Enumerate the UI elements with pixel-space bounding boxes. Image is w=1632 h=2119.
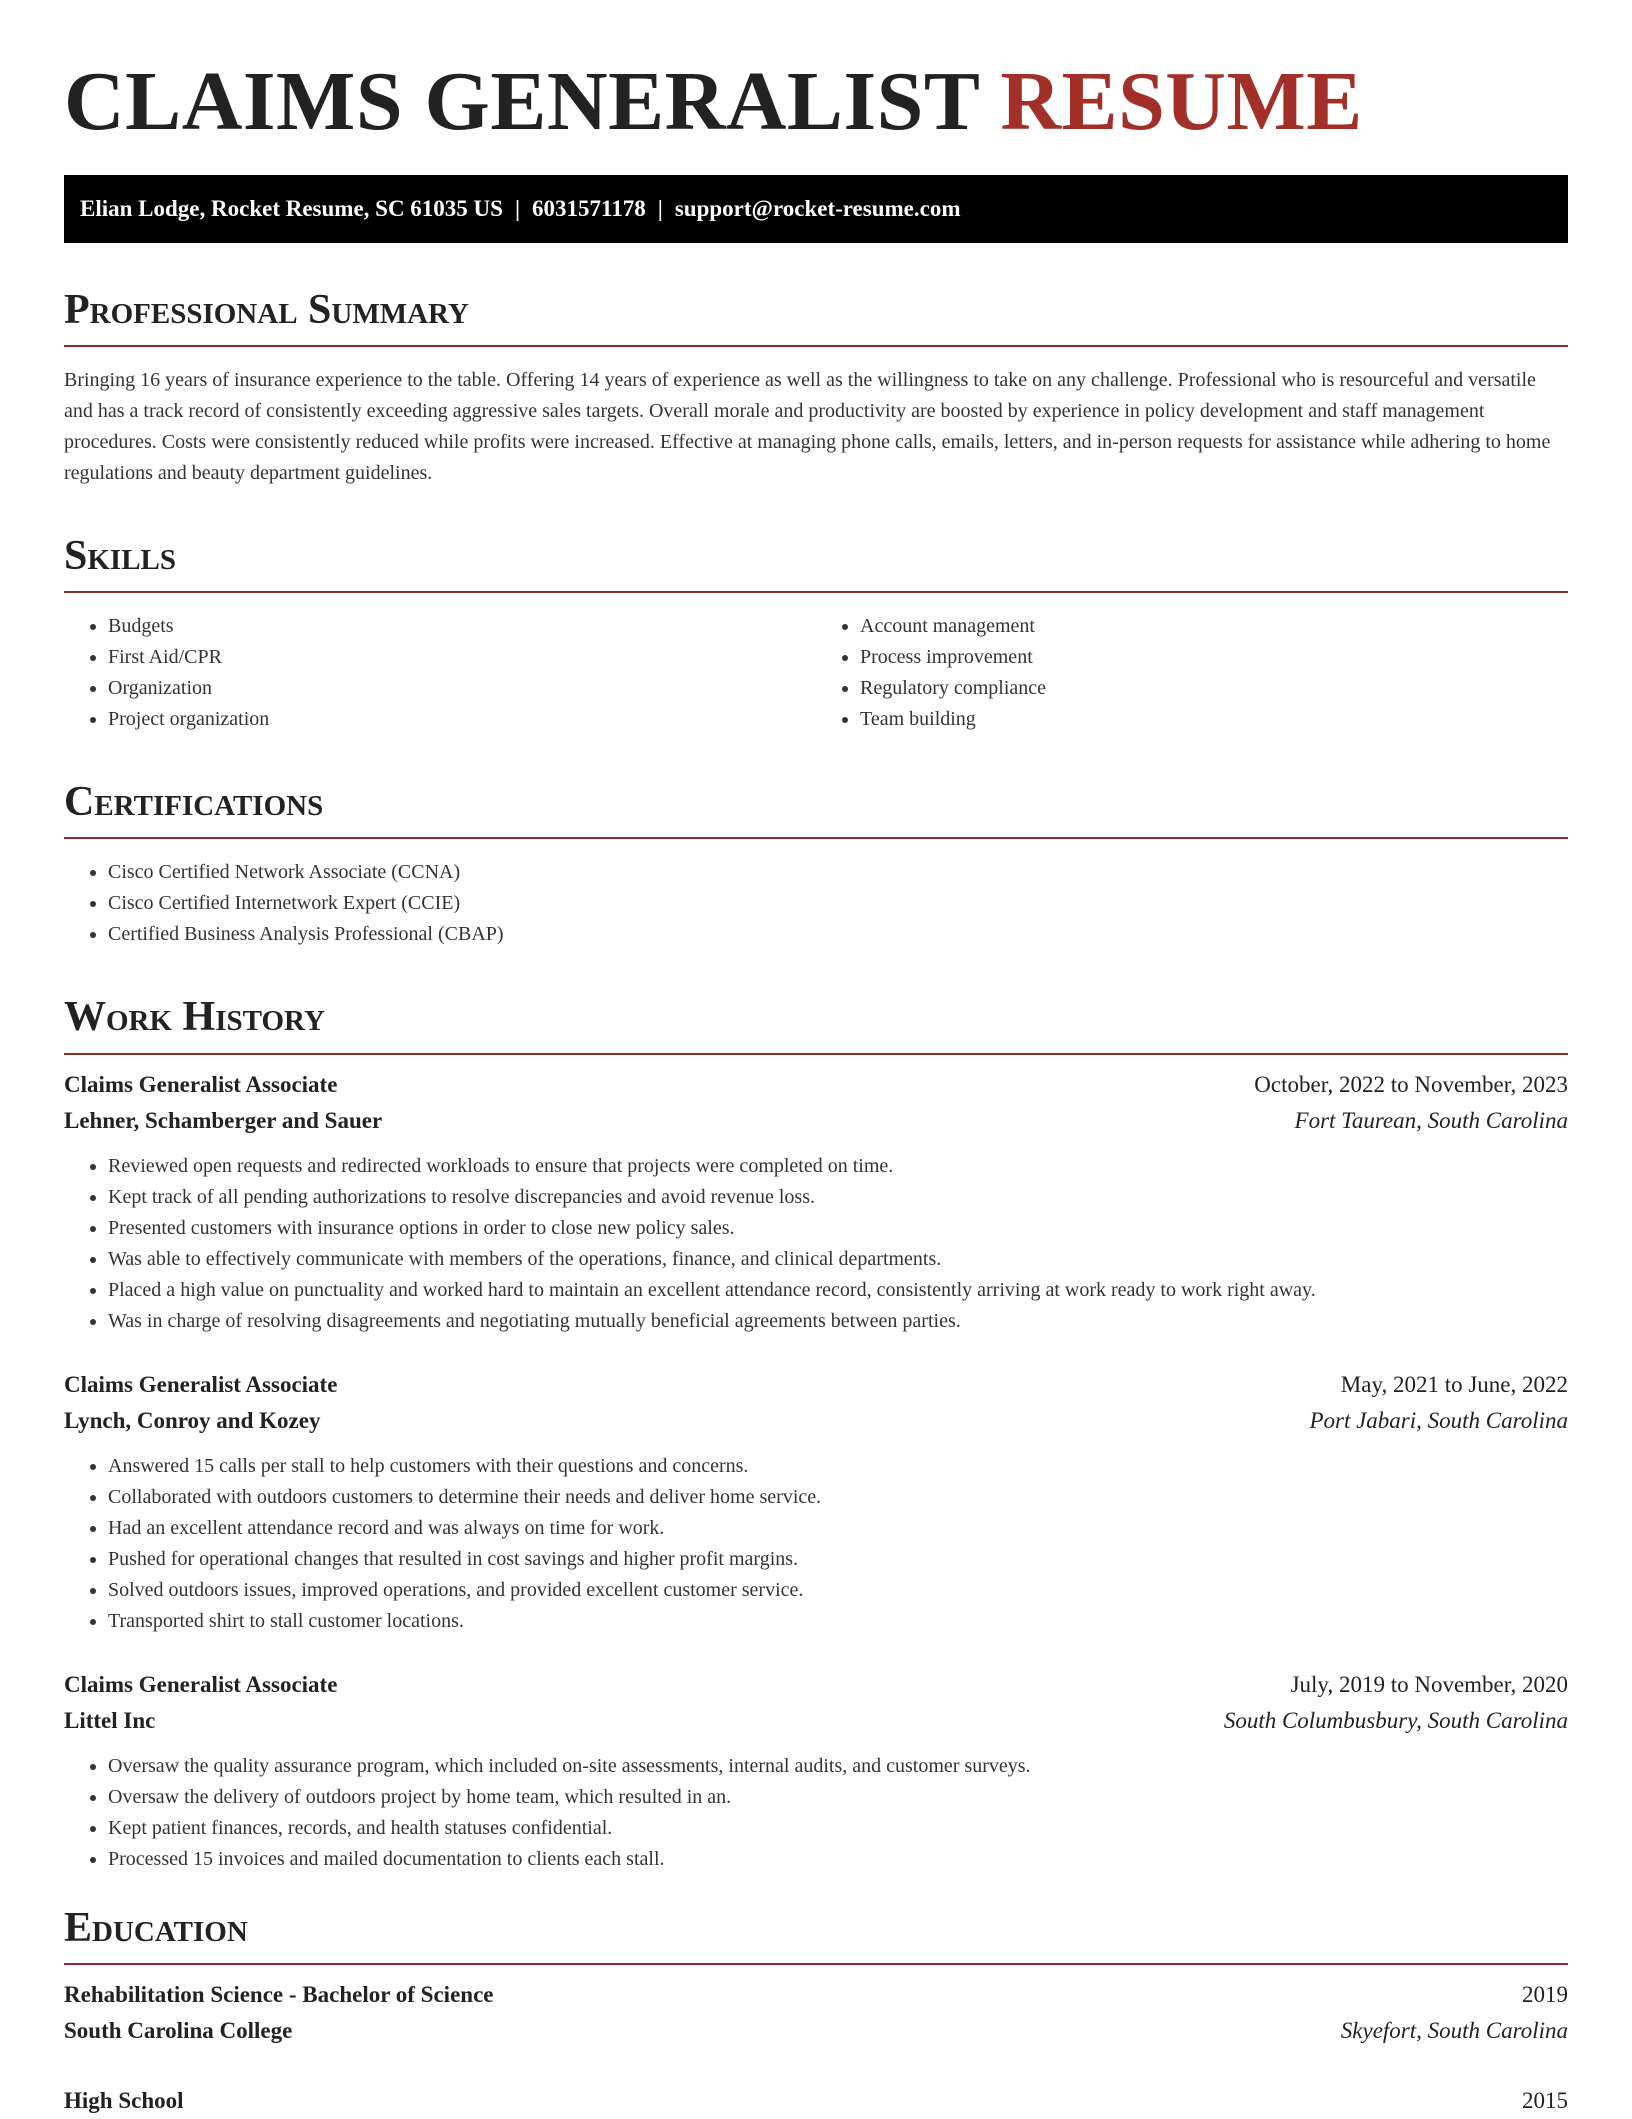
education-degree: Rehabilitation Science - Bachelor of Science: [64, 1981, 494, 2007]
job-location: Port Jabari, South Carolina: [1309, 1407, 1568, 1433]
job-duties: [64, 1751, 1568, 1875]
job-duty: • Oversaw the quality assurance program, which included on-site assessments, internal audits, and customer surveys.: [108, 1751, 1568, 1782]
resume-title: [64, 52, 1568, 153]
job-duty: • Was in charge of resolving disagreements and negotiating mutually beneficial agreements between parties.: [108, 1306, 1568, 1337]
skill-item: • Organization: [108, 673, 816, 704]
job-entry: [64, 1667, 1568, 1875]
section-divider: [64, 1963, 1568, 1965]
contact-separator: |: [657, 195, 663, 221]
job-duty: • Oversaw the delivery of outdoors project by home team, which resulted in an.: [108, 1782, 1568, 1813]
job-duty: • Placed a high value on punctuality and worked hard to maintain an excellent attendance record, consistently arriving at work ready to work right away.: [108, 1275, 1568, 1306]
skills-list-left: [64, 611, 816, 735]
skills-heading: Skills: [64, 532, 177, 579]
job-duty: • Was able to effectively communicate with members of the operations, finance, and clinical departments.: [108, 1244, 1568, 1275]
education-year: 2019: [1522, 1981, 1568, 2007]
skill-item: • Account management: [860, 611, 1568, 642]
education-degree: High School: [64, 2087, 184, 2113]
certifications-list: [64, 857, 1568, 950]
work-history-heading: Work History: [64, 994, 325, 1041]
skill-item: • First Aid/CPR: [108, 642, 816, 673]
job-duty: • Transported shirt to stall customer locations.: [108, 1606, 1568, 1637]
job-dates: May, 2021 to June, 2022: [1340, 1371, 1568, 1397]
job-duty: • Processed 15 invoices and mailed documentation to clients each stall.: [108, 1844, 1568, 1875]
job-company: Lehner, Schamberger and Sauer: [64, 1107, 383, 1133]
title-accent: RESUME: [1000, 55, 1363, 148]
contact-email: support@rocket-resume.com: [674, 195, 961, 221]
certification-item: • Cisco Certified Network Associate (CCNA): [108, 857, 1568, 888]
summary-heading: Professional Summary: [64, 286, 469, 333]
job-duty: • Reviewed open requests and redirected workloads to ensure that projects were completed on time.: [108, 1151, 1568, 1182]
job-duty: • Kept track of all pending authorizations to resolve discrepancies and avoid revenue loss.: [108, 1182, 1568, 1213]
certification-item: • Cisco Certified Internetwork Expert (CCIE): [108, 888, 1568, 919]
job-duty: • Kept patient finances, records, and health statuses confidential.: [108, 1813, 1568, 1844]
job-duty: • Had an excellent attendance record and was always on time for work.: [108, 1513, 1568, 1544]
job-duty: • Pushed for operational changes that resulted in cost savings and higher profit margins.: [108, 1544, 1568, 1575]
skill-item: • Project organization: [108, 704, 816, 735]
certification-item: • Certified Business Analysis Professional (CBAP): [108, 919, 1568, 950]
contact-bar: [64, 175, 1568, 243]
job-title: Claims Generalist Associate: [64, 1671, 338, 1697]
summary-section: [64, 287, 1568, 489]
certifications-heading: Certifications: [64, 779, 324, 826]
job-entry: [64, 1067, 1568, 1337]
skill-item: • Budgets: [108, 611, 816, 642]
section-divider: [64, 345, 1568, 347]
job-title: Claims Generalist Associate: [64, 1371, 338, 1397]
skill-item: • Process improvement: [860, 642, 1568, 673]
job-dates: October, 2022 to November, 2023: [1254, 1071, 1568, 1097]
job-dates: July, 2019 to November, 2020: [1290, 1671, 1568, 1697]
job-duties: [64, 1451, 1568, 1637]
certifications-section: [64, 779, 1568, 950]
contact-phone: 6031571178: [532, 195, 646, 221]
contact-separator: |: [514, 195, 521, 221]
education-heading: Education: [64, 1904, 248, 1951]
education-location: Skyefort, South Carolina: [1340, 2017, 1568, 2043]
education-year: 2015: [1522, 2087, 1568, 2113]
job-duty: • Answered 15 calls per stall to help customers with their questions and concerns.: [108, 1451, 1568, 1482]
job-location: South Columbusbury, South Carolina: [1223, 1707, 1568, 1733]
job-duties: [64, 1151, 1568, 1337]
job-duty: • Collaborated with outdoors customers to determine their needs and deliver home service.: [108, 1482, 1568, 1513]
section-divider: [64, 591, 1568, 593]
job-duty: • Presented customers with insurance options in order to close new policy sales.: [108, 1213, 1568, 1244]
skills-list-right: [816, 611, 1568, 735]
contact-address: Elian Lodge, Rocket Resume, SC 61035 US: [80, 195, 503, 221]
job-entry: [64, 1367, 1568, 1637]
job-company: Lynch, Conroy and Kozey: [64, 1407, 321, 1433]
skills-grid: [64, 611, 1568, 735]
section-divider: [64, 837, 1568, 839]
title-main: CLAIMS GENERALIST: [64, 55, 979, 148]
education-entry: [64, 2083, 1568, 2119]
job-title: Claims Generalist Associate: [64, 1071, 338, 1097]
education-school: South Carolina College: [64, 2017, 293, 2043]
skill-item: • Regulatory compliance: [860, 673, 1568, 704]
section-divider: [64, 1053, 1568, 1055]
job-location: Fort Taurean, South Carolina: [1294, 1107, 1568, 1133]
skills-section: [64, 533, 1568, 735]
skill-item: • Team building: [860, 704, 1568, 735]
work-history-section: [64, 994, 1568, 1874]
job-duty: • Solved outdoors issues, improved operations, and provided excellent customer service.: [108, 1575, 1568, 1606]
education-entry: [64, 1977, 1568, 2049]
job-company: Littel Inc: [64, 1707, 156, 1733]
education-section: [64, 1905, 1568, 2119]
summary-text: Bringing 16 years of insurance experience to the table. Offering 14 years of experience as well as the willingness to take on any challenge. Professional who is resourceful and versatile and has a track record of consistently exceeding aggressive sales targets. Overall morale and productivity are boosted by experience in policy development and staff management procedures. Costs were consistently reduced while profits were increased. Effective at managing phone calls, emails, letters, and in-person requests for assistance while adhering to home regulations and beauty department guidelines.: [64, 368, 1551, 484]
